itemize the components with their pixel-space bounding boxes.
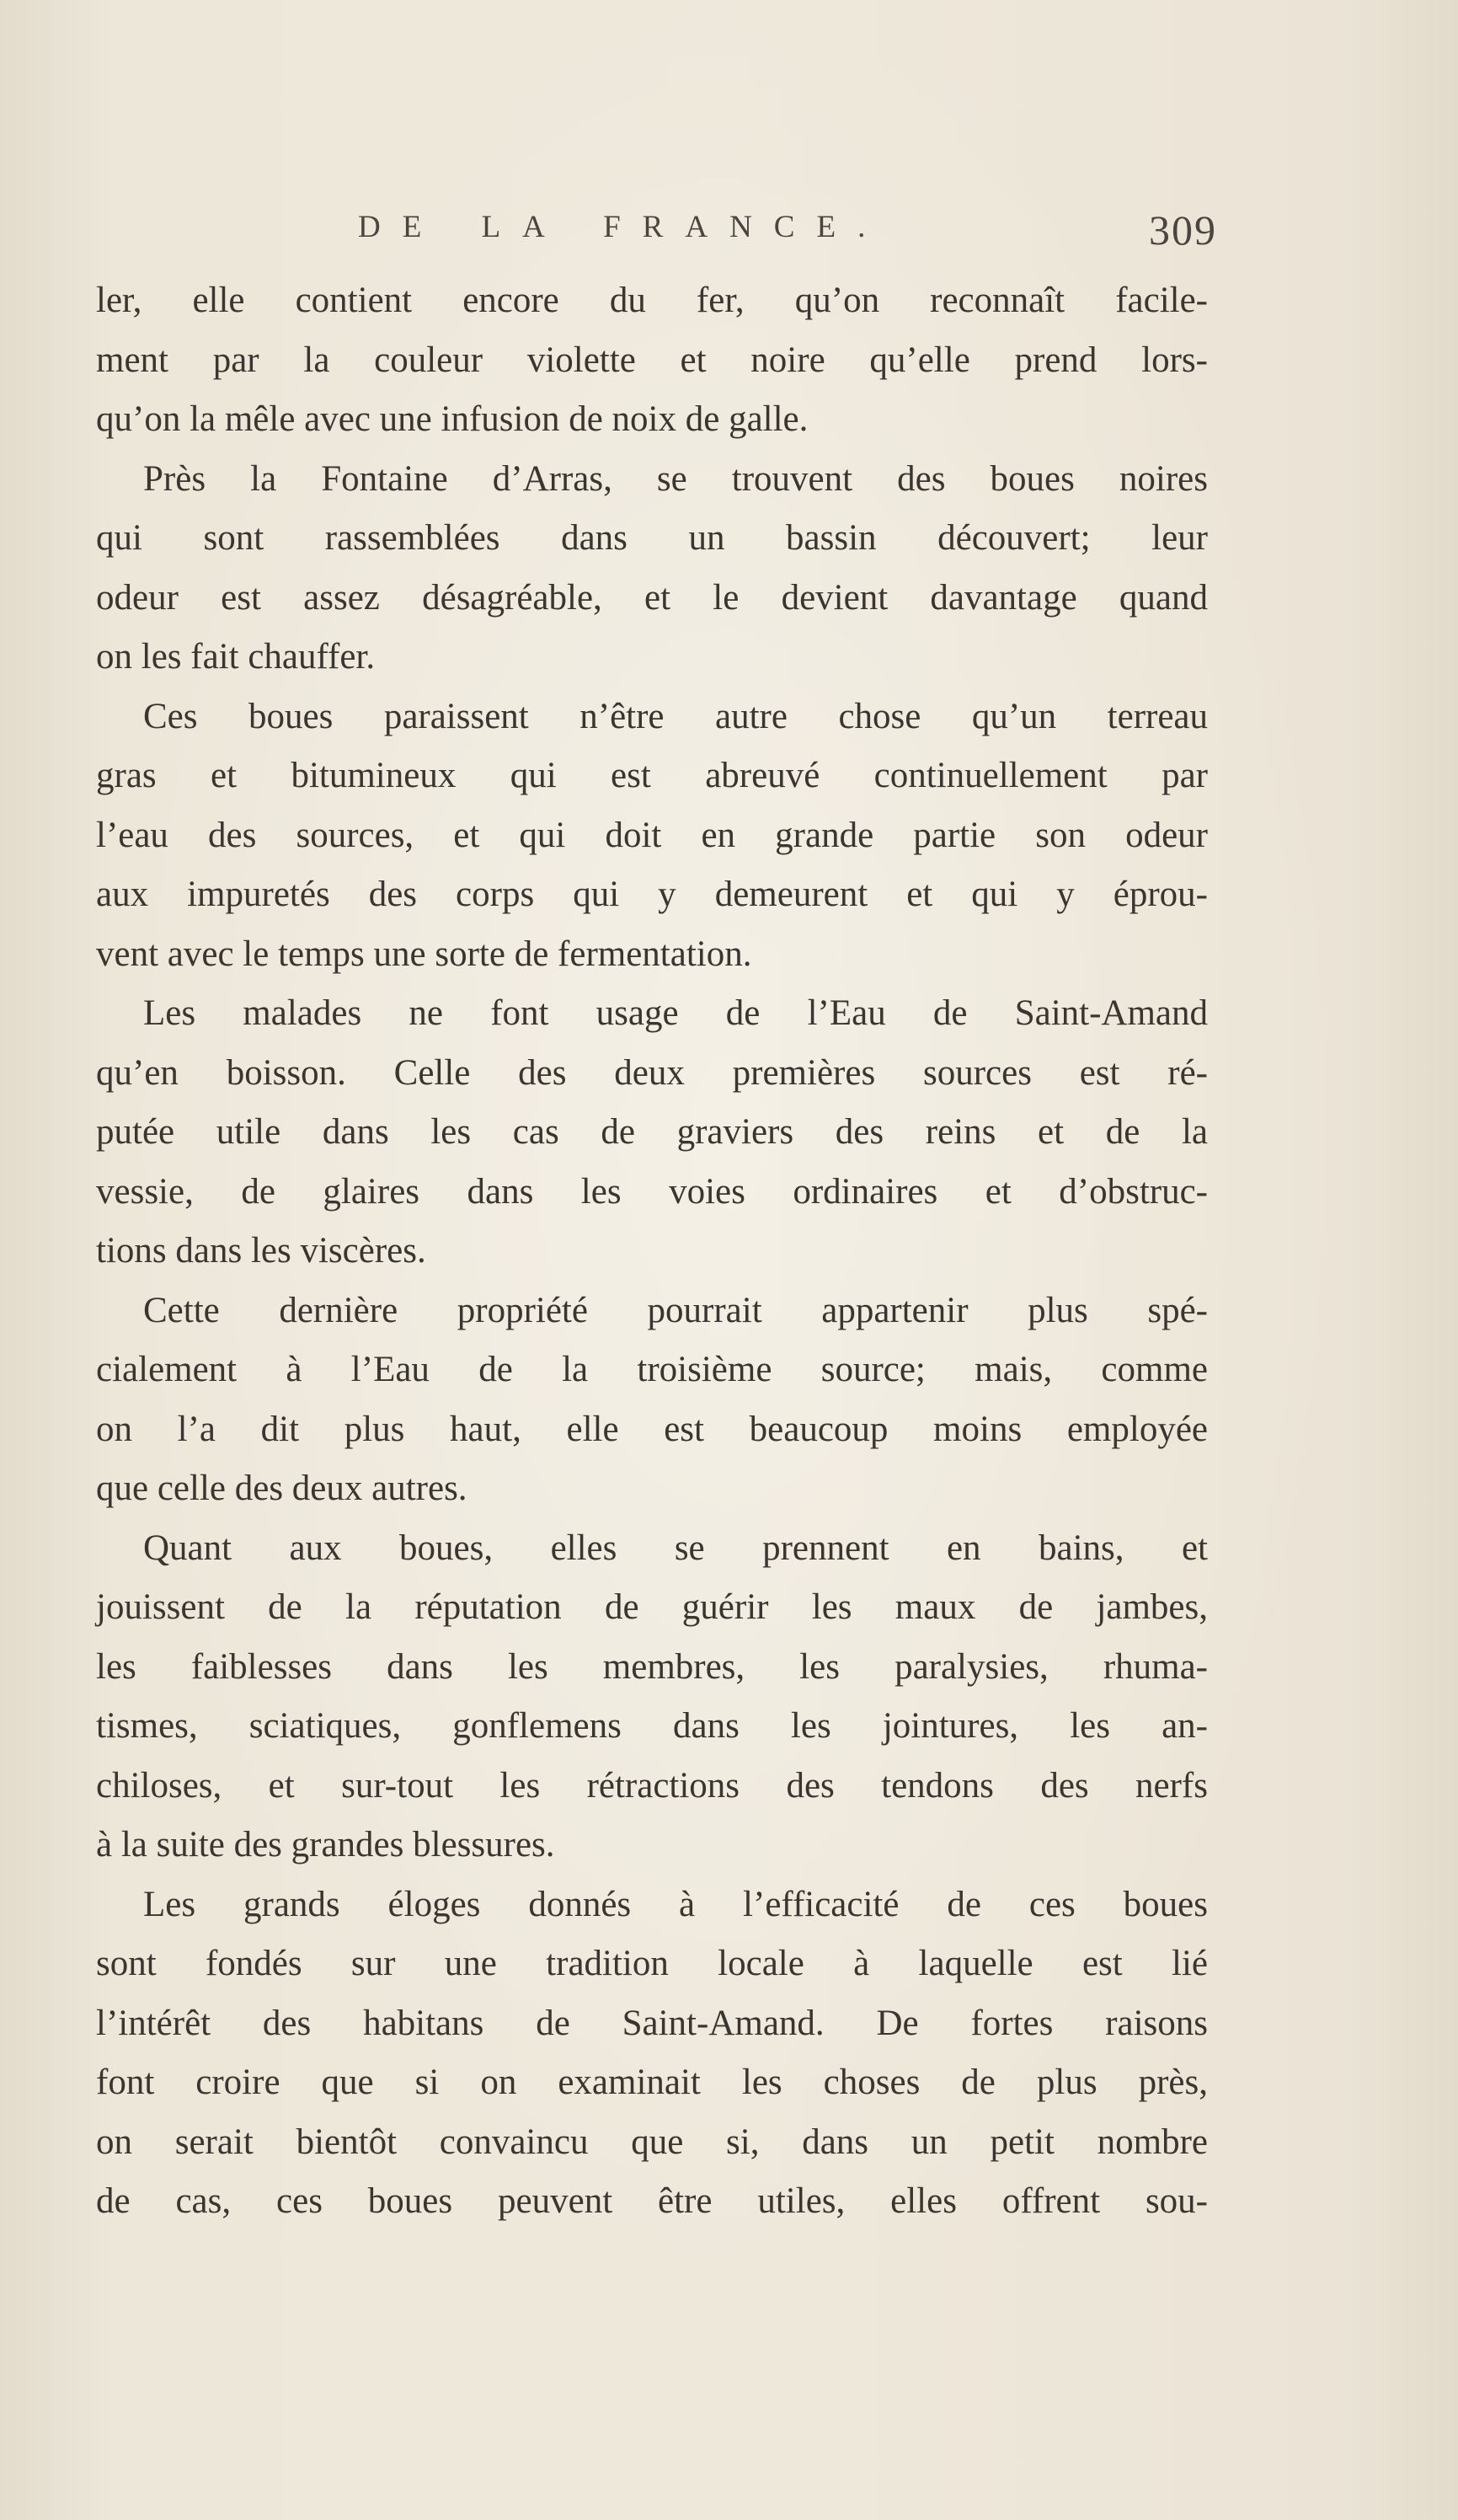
text-line: chiloses, et sur-tout les rétractions des tendons des nerfs <box>96 1765 1208 1806</box>
text-line: Ces boues paraissent n’être autre chose qu’un terreau <box>143 696 1208 736</box>
text-line: l’intérêt des habitans de Saint-Amand. De fortes raisons <box>96 2003 1208 2043</box>
text-line: putée utile dans les cas de graviers des reins et de la <box>96 1112 1208 1152</box>
text-line: ment par la couleur violette et noire qu’elle prend lors- <box>96 340 1208 380</box>
running-title: DE LA FRANCE. <box>358 210 888 244</box>
text-line: Les grands éloges donnés à l’efficacité de ces boues <box>143 1884 1208 1924</box>
text-line: l’eau des sources, et qui doit en grande partie son odeur <box>96 815 1208 855</box>
page-number: 309 <box>1149 206 1217 254</box>
text-line: jouissent de la réputation de guérir les maux de jambes, <box>96 1587 1208 1627</box>
text-line: ler, elle contient encore du fer, qu’on reconnaît facile- <box>96 281 1208 320</box>
text-line: que celle des deux autres. <box>96 1469 467 1508</box>
text-line: sont fondés sur une tradition locale à laquelle est lié <box>96 1944 1208 1983</box>
body-text <box>96 271 1208 2232</box>
text-line: tions dans les viscères. <box>96 1231 426 1271</box>
text-line: tismes, sciatiques, gonflemens dans les jointures, les an- <box>96 1706 1208 1746</box>
text-line: aux impuretés des corps qui y demeurent et qui y éprou- <box>96 875 1208 914</box>
text-line: à la suite des grandes blessures. <box>96 1825 555 1865</box>
text-line: Quant aux boues, elles se prennent en bains, et <box>143 1528 1208 1568</box>
text-line: gras et bitumineux qui est abreuvé continuellement par <box>96 756 1208 795</box>
text-line: qui sont rassemblées dans un bassin découvert; leur <box>96 518 1208 558</box>
text-line: qu’on la mêle avec une infusion de noix de galle. <box>96 399 809 439</box>
text-line: de cas, ces boues peuvent être utiles, elles offrent sou- <box>96 2181 1208 2221</box>
text-line: on serait bientôt convaincu que si, dans un petit nombre <box>96 2121 1208 2162</box>
text-line: les faiblesses dans les membres, les paralysies, rhuma- <box>96 1646 1208 1687</box>
text-line: Près la Fontaine d’Arras, se trouvent des boues noires <box>143 458 1208 499</box>
text-line: on l’a dit plus haut, elle est beaucoup moins employée <box>96 1409 1208 1449</box>
text-line: on les fait chauffer. <box>96 637 376 677</box>
text-line: cialement à l’Eau de la troisième source; mais, comme <box>96 1350 1208 1389</box>
text-line: qu’en boisson. Celle des deux premières sources est ré- <box>96 1052 1208 1093</box>
text-line: vent avec le temps une sorte de fermentation. <box>96 934 752 974</box>
text-line: odeur est assez désagréable, et le devient davantage quand <box>96 577 1208 618</box>
running-head <box>358 206 1217 259</box>
text-line: vessie, de glaires dans les voies ordinaires et d’obstruc- <box>96 1171 1208 1212</box>
text-line: Cette dernière propriété pourrait appartenir plus spé- <box>143 1290 1208 1330</box>
text-line: Les malades ne font usage de l’Eau de Saint-Amand <box>143 993 1208 1033</box>
text-line: font croire que si on examinait les choses de plus près, <box>96 2063 1208 2102</box>
